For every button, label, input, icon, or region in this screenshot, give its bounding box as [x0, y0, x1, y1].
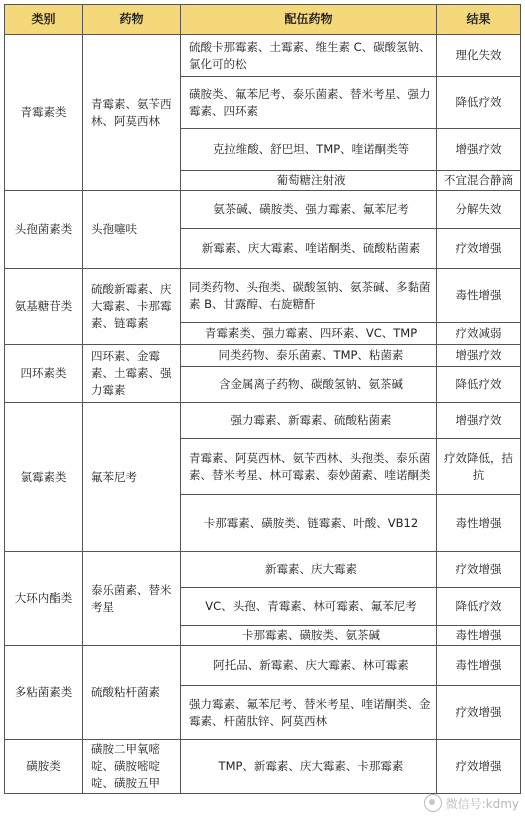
combination-cell: 葡萄糖注射液 — [181, 171, 437, 191]
drug-cell: 磺胺二甲氧嘧啶、磺胺嘧啶啶、磺胺五甲 — [83, 740, 181, 794]
combination-cell: 强力霉素、氟苯尼考、替米考星、喹诺酮类、金霉素、杆菌肽锌、阿莫西林 — [181, 686, 437, 740]
combination-cell: 卡那霉素、磺胺类、氨茶碱 — [181, 626, 437, 646]
category-cell: 青霉素类 — [5, 35, 83, 191]
category-cell: 氯霉素类 — [5, 403, 83, 552]
combination-cell: 强力霉素、新霉素、硫酸粘菌素 — [181, 403, 437, 439]
combination-cell: 硫酸卡那霉素、土霉素、维生素 C、碳酸氢钠、氯化可的松 — [181, 35, 437, 77]
table-row — [5, 35, 521, 77]
result-cell: 疗效增强 — [437, 552, 521, 588]
table-row — [5, 740, 521, 794]
watermark-text: 微信号:kdmy — [445, 796, 519, 811]
combination-cell: 同类药物、泰乐菌素、TMP、粘菌素 — [181, 345, 437, 367]
drug-cell: 泰乐菌素、替米考星 — [83, 552, 181, 646]
combination-cell: 磺胺类、氟苯尼考、泰乐菌素、替米考星、强力霉素、四环素 — [181, 77, 437, 129]
watermark — [424, 794, 519, 812]
result-cell: 增强疗效 — [437, 403, 521, 439]
header-result: 结果 — [437, 5, 521, 35]
drug-cell: 头孢噻呋 — [83, 191, 181, 269]
result-cell: 增强疗效 — [437, 129, 521, 171]
result-cell: 疗效增强 — [437, 686, 521, 740]
result-cell: 分解失效 — [437, 191, 521, 229]
result-cell: 降低疗效 — [437, 77, 521, 129]
result-cell: 降低疗效 — [437, 367, 521, 403]
table-row — [5, 191, 521, 229]
category-cell: 氨基糖苷类 — [5, 269, 83, 345]
result-cell: 疗效降低，拮抗 — [437, 439, 521, 495]
combination-cell: 新霉素、庆大霉素、喹诺酮类、硫酸粘菌素 — [181, 229, 437, 269]
result-cell: 增强疗效 — [437, 345, 521, 367]
header-combination: 配伍药物 — [181, 5, 437, 35]
combination-cell: 青霉素、阿莫西林、氨苄西林、头孢类、泰乐菌素、替米考星、林可霉素、泰妙菌素、喹诺酮类 — [181, 439, 437, 495]
drug-compatibility-table — [4, 4, 521, 794]
drug-cell: 硫酸粘杆菌素 — [83, 646, 181, 740]
result-cell: 理化失效 — [437, 35, 521, 77]
result-cell: 降低疗效 — [437, 588, 521, 626]
category-cell: 磺胺类 — [5, 740, 83, 794]
result-cell: 疗效增强 — [437, 740, 521, 794]
combination-cell: 阿托品、新霉素、庆大霉素、林可霉素 — [181, 646, 437, 686]
header-drug: 药物 — [83, 5, 181, 35]
category-cell: 多粘菌素类 — [5, 646, 83, 740]
result-cell: 毒性增强 — [437, 269, 521, 323]
result-cell: 不宜混合静滴 — [437, 171, 521, 191]
table-row — [5, 552, 521, 588]
wechat-icon — [424, 794, 442, 812]
drug-cell: 硫酸新霉素、庆大霉素、卡那霉素、链霉素 — [83, 269, 181, 345]
table-row — [5, 403, 521, 439]
table-row — [5, 646, 521, 686]
combination-cell: 含金属离子药物、碳酸氢钠、氨茶碱 — [181, 367, 437, 403]
drug-cell: 青霉素、氨苄西林、阿莫西林 — [83, 35, 181, 191]
result-cell: 毒性增强 — [437, 646, 521, 686]
category-cell: 四环素类 — [5, 345, 83, 403]
drug-cell: 四环素、金霉素、土霉素、强力霉素 — [83, 345, 181, 403]
combination-cell: 青霉素类、强力霉素、四环素、VC、TMP — [181, 323, 437, 345]
table-row — [5, 345, 521, 367]
table-row — [5, 269, 521, 323]
combination-cell: TMP、新霉素、庆大霉素、卡那霉素 — [181, 740, 437, 794]
combination-cell: VC、头孢、青霉素、林可霉素、氟苯尼考 — [181, 588, 437, 626]
combination-cell: 克拉维酸、舒巴坦、TMP、喹诺酮类等 — [181, 129, 437, 171]
header-row — [5, 5, 521, 35]
combination-cell: 卡那霉素、磺胺类、链霉素、叶酸、VB12 — [181, 495, 437, 552]
combination-cell: 同类药物、头孢类、碳酸氢钠、氨茶碱、多黏菌素 B、甘露醇、右旋糖酐 — [181, 269, 437, 323]
header-category: 类别 — [5, 5, 83, 35]
category-cell: 大环内酯类 — [5, 552, 83, 646]
result-cell: 疗效减弱 — [437, 323, 521, 345]
result-cell: 毒性增强 — [437, 626, 521, 646]
result-cell: 毒性增强 — [437, 495, 521, 552]
drug-cell: 氟苯尼考 — [83, 403, 181, 552]
combination-cell: 新霉素、庆大霉素 — [181, 552, 437, 588]
result-cell: 疗效增强 — [437, 229, 521, 269]
combination-cell: 氨茶碱、磺胺类、强力霉素、氟苯尼考 — [181, 191, 437, 229]
category-cell: 头孢菌素类 — [5, 191, 83, 269]
